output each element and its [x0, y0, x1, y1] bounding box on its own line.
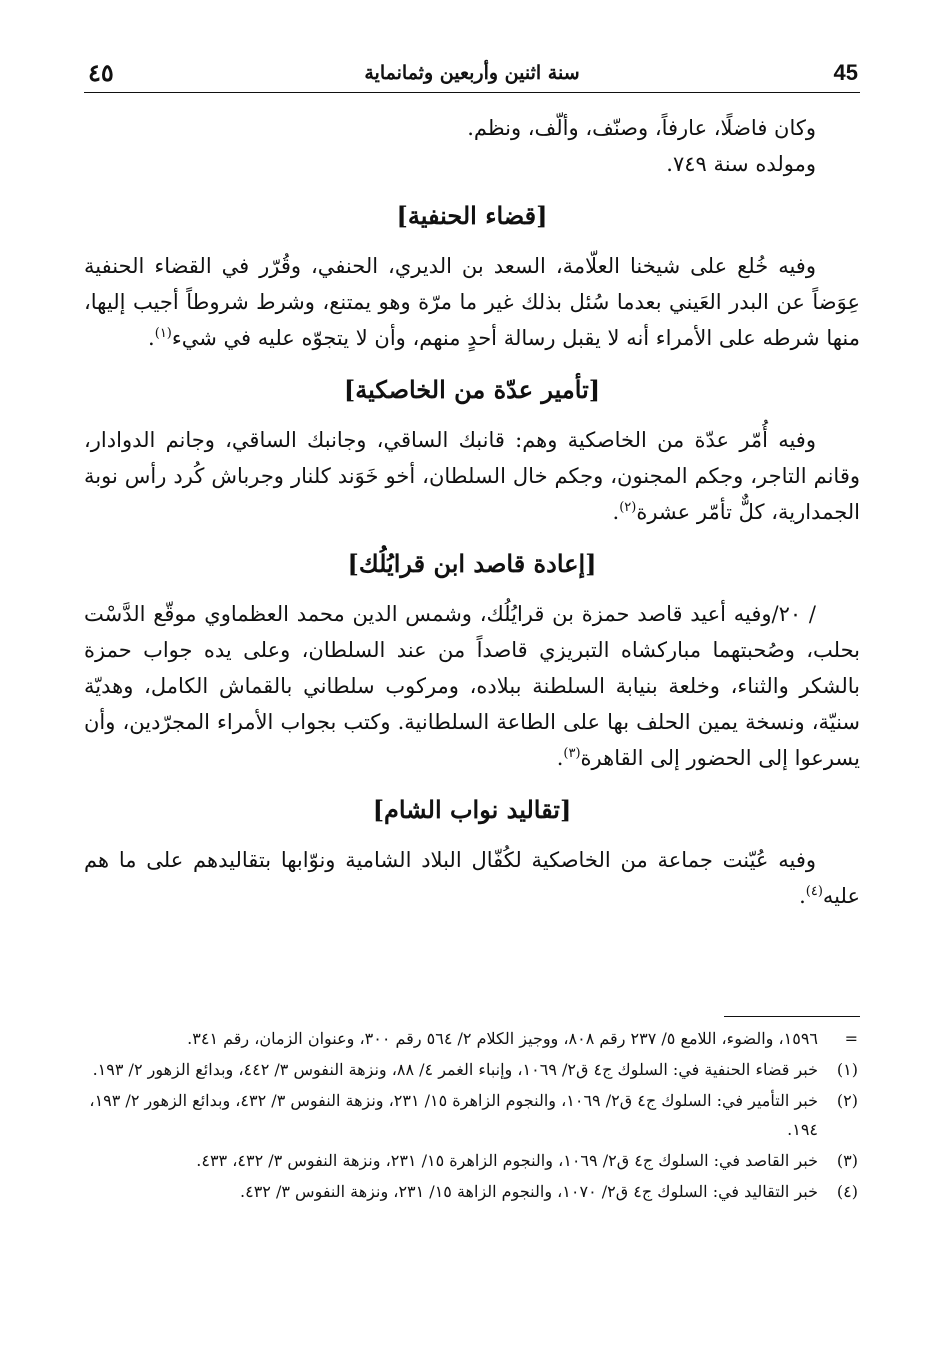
footnote-ref-3: (٣) — [563, 746, 581, 761]
running-header — [84, 56, 860, 93]
paragraph-end: . — [556, 746, 564, 770]
footnote-mark: (٣) — [836, 1151, 858, 1170]
footnotes — [84, 1024, 860, 1208]
footnote-divider — [724, 1016, 860, 1017]
footnote-mark: (٤) — [836, 1182, 858, 1201]
footnote-text: خبر قضاء الحنفية في: السلوك ج٤ ق٢/ ١٠٦٩، وإنباء الغمر ٤/ ٨٨، ونزهة النفوس ٣/ ٤٤٢، وبدائع الزهور ٢/ ١٩٣. — [92, 1060, 818, 1079]
paragraph-end: . — [612, 500, 620, 524]
paragraph-text: وفيه أُمّر عدّة من الخاصكية وهم: قانبك الساقي، وجانبك الساقي، وجانم الدوادار، وقانم التاجر، وجكم المجنون، وجكم خال السلطان، أخو خَوَند كلنار وجرباش كُرد رأس نوبة الجمدارية، كلٌّ تأمّر عشرة — [84, 428, 860, 524]
section-paragraph-appointments — [84, 422, 860, 530]
footnote-3 — [84, 1146, 860, 1175]
page-number-latin: 45 — [833, 60, 858, 85]
main-text — [84, 110, 860, 914]
section-heading-hanafi-judgeship: [قضاء الحنفية] — [396, 201, 548, 230]
paragraph-text: وفيه خُلع على شيخنا العلّامة، السعد بن الديري، الحنفي، وقُرّر في القضاء الحنفية عِوَضاً عن البدر العَيني بعدما سُئل بذلك غير ما مرّة وهو يمتنع، وشرط شروطاً أجيب إليها، منها شرطه على الأمراء أنه لا يقبل رسالة أحدٍ منهم، وأن لا يتجوّه عليه في شيء — [84, 254, 860, 350]
footnote-text: خبر التقاليد في: السلوك ج٤ ق٢/ ١٠٧٠، والنجوم الزاهة ١٥/ ٢٣١، ونزهة النفوس ٣/ ٤٣٢. — [240, 1182, 818, 1201]
intro-line-2: ومولده سنة ٧٤٩. — [666, 152, 816, 176]
footnote-1 — [84, 1055, 860, 1084]
footnote-ref-1: (١) — [154, 326, 172, 341]
section-paragraph-hanafi-judgeship — [84, 248, 860, 356]
intro-line-1: وكان فاضلًا، عارفاً، وصنّف، وألّف، ونظم. — [467, 116, 816, 140]
footnote-ref-4: (٤) — [805, 884, 823, 899]
page-number-arabic: ٤٥ — [88, 58, 114, 87]
section-heading-sham-deputies: [تقاليد نواب الشام] — [372, 795, 572, 824]
footnote-continuation — [84, 1024, 860, 1053]
section-paragraph-envoy-return — [84, 596, 860, 776]
footnote-mark: (٢) — [836, 1091, 858, 1110]
paragraph-end: . — [799, 884, 806, 908]
footnote-ref-2: (٢) — [619, 500, 637, 515]
chapter-title: سنة اثنين وأربعين وثمانماية — [364, 62, 580, 84]
section-heading-appointments: [تأمير عدّة من الخاصكية] — [343, 375, 601, 404]
section-paragraph-sham-deputies — [84, 842, 860, 914]
footnote-text: خبر القاصد في: السلوك ج٤ ق٢/ ١٠٦٩، والنجوم الزاهرة ١٥/ ٢٣١، ونزهة النفوس ٣/ ٤٣٢، ٤٣٣. — [196, 1151, 818, 1170]
footnote-2 — [84, 1086, 860, 1144]
section-heading-envoy-return: [إعادة قاصد ابن قرايُلُك] — [347, 549, 597, 578]
paragraph-end: . — [148, 326, 155, 350]
footnote-text: خبر التأمير في: السلوك ج٤ ق٢/ ١٠٦٩، والنجوم الزاهرة ١٥/ ٢٣١، ونزهة النفوس ٣/ ٤٣٢، وبدائع الزهور ٢/ ١٩٣، ١٩٤. — [89, 1091, 818, 1139]
paragraph-text: وفيه عُيّنت جماعة من الخاصكية لكُفّال البلاد الشامية ونوّابها بتقاليدهم على ما هم عليه — [84, 848, 860, 908]
paragraph-text: / ٢٠/وفيه أعيد قاصد حمزة بن قرايُلُك، وشمس الدين محمد العظماوي موقّع الدَّسْت بحلب، وصُحبتهما مباركشاه التبريزي قاصداً من عند السلطان، وعلى يده جواب حمزة بالشكر والثناء، وخلعة بنيابة السلطنة ببلاده، ومركوب سلطاني بالقماش الكامل، وهديّة سنيّة، ونسخة يمين الحلف بها على الطاعة السلطانية. وكتب بجواب الأمراء المجرّدين، وأن يسرعوا إلى الحضور إلى القاهرة — [84, 602, 860, 770]
footnote-mark: = — [844, 1029, 858, 1048]
footnote-4 — [84, 1177, 860, 1206]
footnote-text: ١٥٩٦، والضوء، اللامع ٥/ ٢٣٧ رقم ٨٠٨، ووجيز الكلام ٢/ ٥٦٤ رقم ٣٠٠، وعنوان الزمان، رقم ٣٤١. — [187, 1029, 818, 1048]
footnote-mark: (١) — [836, 1060, 858, 1079]
